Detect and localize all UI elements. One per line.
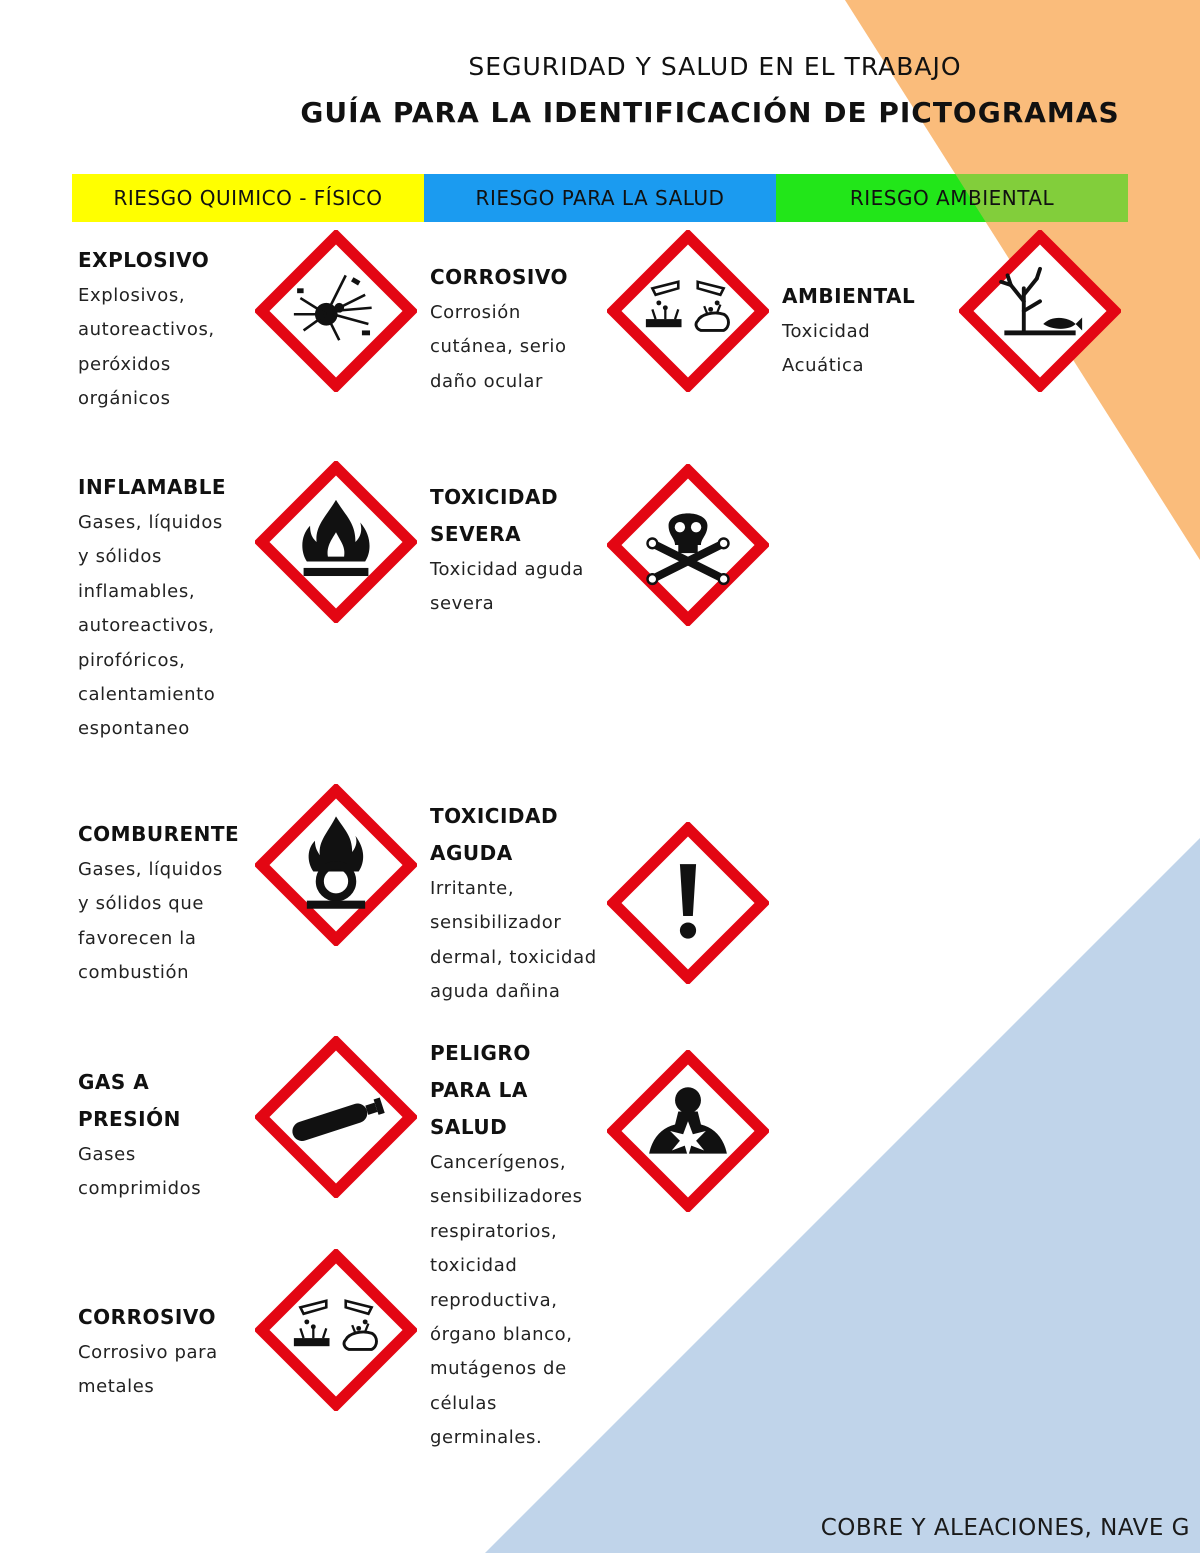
hazard-explosivo — [78, 242, 215, 417]
hazard-toxicidad-aguda — [430, 798, 597, 1010]
hazard-title: TOXICIDAD — [430, 485, 559, 509]
hazard-desc-line: Cancerígenos, — [430, 1152, 567, 1173]
hazard-desc-line: Irritante, — [430, 878, 515, 899]
hazard-desc-line: pirofóricos, — [78, 649, 186, 671]
hazard-title: SEVERA — [430, 522, 522, 546]
flame-over-circle-icon — [255, 784, 417, 946]
hazard-desc-line: órgano blanco, — [430, 1324, 573, 1346]
hazard-desc-line: mutágenos de — [430, 1358, 567, 1380]
hazard-title: GAS A — [78, 1070, 150, 1094]
hazard-title: TOXICIDAD — [430, 804, 559, 828]
hazard-desc-line: sensibilizadores — [430, 1186, 583, 1208]
environment-icon — [959, 230, 1121, 392]
hazard-desc-line: Acuática — [782, 355, 865, 377]
hazard-corrosivo-salud — [430, 259, 568, 399]
flame-icon — [255, 461, 417, 623]
hazard-desc-line: daño ocular — [430, 370, 543, 392]
exploding-bomb-icon — [255, 230, 417, 392]
hazard-desc-line: espontaneo — [78, 718, 190, 740]
hazard-peligro-salud — [430, 1035, 583, 1456]
hazard-desc-line: células — [430, 1392, 497, 1414]
hazard-desc-line: autoreactivos, — [78, 319, 215, 341]
hazard-title: EXPLOSIVO — [78, 248, 210, 272]
hazard-desc-line: severa — [430, 593, 495, 615]
hazard-desc-line: y sólidos — [78, 546, 162, 568]
category-label-ambiental: RIESGO AMBIENTAL — [849, 186, 1055, 210]
hazard-desc-line: dermal, toxicidad — [430, 946, 597, 968]
hazard-desc-line: Gases — [78, 1144, 136, 1165]
hazard-desc-line: reproductiva, — [430, 1289, 558, 1311]
hazard-desc-line: Gases, líquidos — [78, 512, 223, 533]
hazard-title: AMBIENTAL — [782, 284, 916, 308]
hazard-desc-line: toxicidad — [430, 1255, 518, 1277]
hazard-desc-line: Corrosivo para — [78, 1342, 218, 1363]
hazard-desc-line: calentamiento — [78, 684, 216, 706]
hazard-desc-line: metales — [78, 1376, 155, 1398]
hazard-title: CORROSIVO — [78, 1305, 216, 1329]
hazard-desc-line: Toxicidad aguda — [430, 559, 584, 580]
hazard-desc-line: autoreactivos, — [78, 615, 215, 637]
hazard-desc-line: Toxicidad — [782, 321, 871, 342]
hazard-title: CORROSIVO — [430, 265, 568, 289]
hazard-title: SALUD — [430, 1115, 508, 1139]
hazard-desc-line: inflamables, — [78, 580, 196, 602]
hazard-desc-line: peróxidos — [78, 353, 171, 375]
hazard-corrosivo-metales — [78, 1299, 218, 1405]
hazard-title: PELIGRO — [430, 1041, 531, 1065]
category-label-quimico: RIESGO QUIMICO - FÍSICO — [113, 186, 383, 210]
skull-crossbones-icon — [607, 464, 769, 626]
hazard-desc-line: respiratorios, — [430, 1220, 558, 1242]
hazard-desc-line: Corrosión — [430, 302, 521, 323]
hazard-desc-line: combustión — [78, 962, 190, 984]
hazard-desc-line: germinales. — [430, 1427, 543, 1449]
corrosion-icon — [255, 1249, 417, 1411]
hazard-gas-presion — [78, 1064, 201, 1207]
hazard-comburente — [78, 816, 239, 991]
page-subtitle: SEGURIDAD Y SALUD EN EL TRABAJO — [468, 52, 962, 81]
hazard-title: AGUDA — [430, 841, 513, 865]
hazard-desc-line: y sólidos que — [78, 893, 205, 915]
hazard-title: COMBURENTE — [78, 822, 240, 846]
hazard-desc-line: orgánicos — [78, 388, 171, 410]
hazard-title: PARA LA — [430, 1078, 528, 1102]
hazard-desc-line: favorecen la — [78, 927, 197, 949]
footer-text: COBRE Y ALEACIONES, NAVE G — [820, 1515, 1190, 1541]
corrosion-icon — [607, 230, 769, 392]
page-title: GUÍA PARA LA IDENTIFICACIÓN DE PICTOGRAMAS — [300, 96, 1120, 129]
hazard-toxicidad-severa — [430, 479, 584, 622]
exclamation-mark-icon — [607, 822, 769, 984]
hazard-ambiental — [782, 278, 915, 384]
hazard-desc-line: aguda dañina — [430, 981, 561, 1003]
hazard-title: INFLAMABLE — [78, 475, 227, 499]
category-label-salud: RIESGO PARA LA SALUD — [475, 186, 725, 210]
hazard-desc-line: Explosivos, — [78, 285, 186, 306]
hazard-title: PRESIÓN — [78, 1107, 181, 1131]
gas-cylinder-icon — [255, 1036, 417, 1198]
hazard-inflamable — [78, 469, 226, 747]
hazard-desc-line: cutánea, serio — [430, 336, 567, 358]
hazard-desc-line: Gases, líquidos — [78, 859, 223, 880]
health-hazard-icon — [607, 1050, 769, 1212]
hazard-desc-line: comprimidos — [78, 1178, 202, 1200]
hazard-desc-line: sensibilizador — [430, 912, 562, 934]
